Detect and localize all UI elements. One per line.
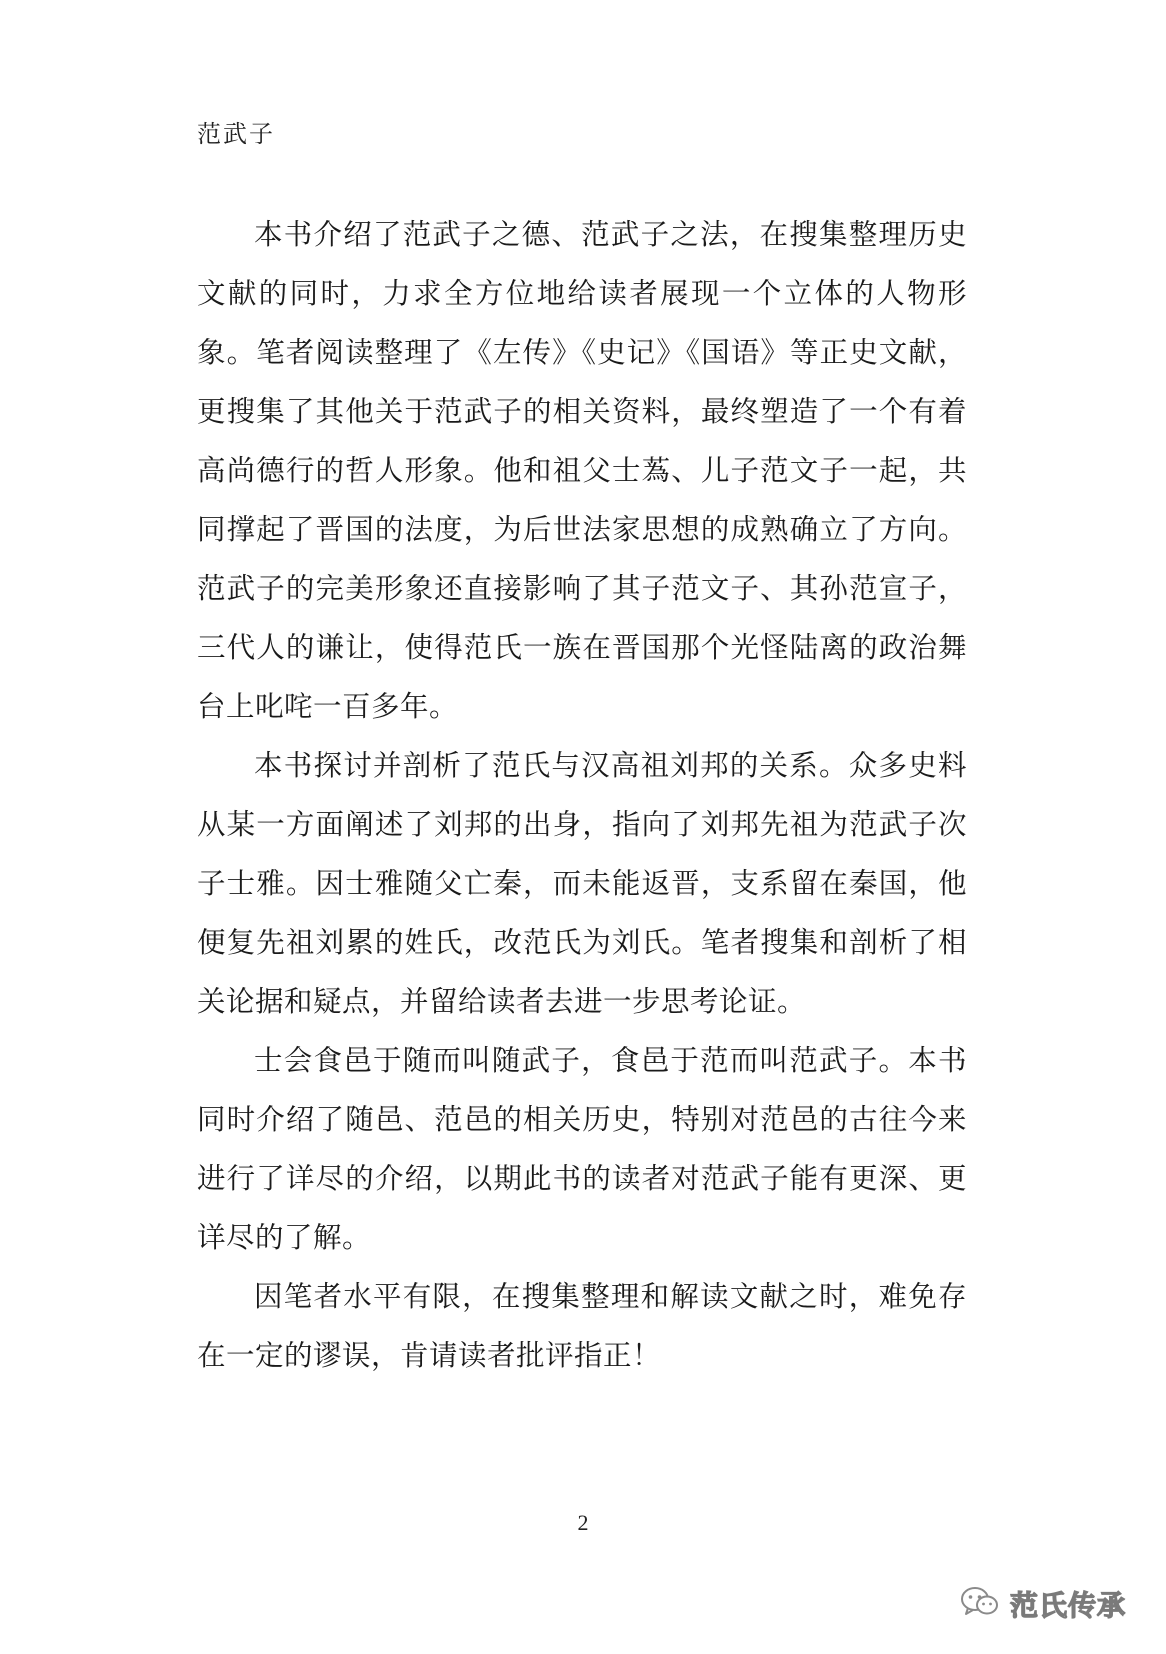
- watermark-text: 范氏传承: [1009, 1589, 1126, 1622]
- paragraph: 士会食邑于随而叫随武子，食邑于范而叫范武子。本书同时介绍了随邑、范邑的相关历史，特别对范邑的古往今来进行了详尽的介绍，以期此书的读者对范武子能有更深、更详尽的了解。: [197, 1044, 967, 1254]
- page-number: 2: [577, 1510, 589, 1535]
- document-body: [197, 205, 967, 1385]
- watermark: [960, 1584, 1126, 1624]
- page-header-title: 范武子: [197, 120, 275, 148]
- wechat-icon: [960, 1585, 1000, 1623]
- paragraph: 本书探讨并剖析了范氏与汉高祖刘邦的关系。众多史料从某一方面阐述了刘邦的出身，指向了刘邦先祖为范武子次子士雅。因士雅随父亡秦，而未能返晋，支系留在秦国，他便复先祖刘累的姓氏，改范氏为刘氏。笔者搜集和剖析了相关论据和疑点，并留给读者去进一步思考论证。: [197, 749, 967, 1018]
- paragraph: 本书介绍了范武子之德、范武子之法，在搜集整理历史文献的同时，力求全方位地给读者展现一个立体的人物形象。笔者阅读整理了《左传》《史记》《国语》等正史文献，更搜集了其他关于范武子的相关资料，最终塑造了一个有着高尚德行的哲人形象。他和祖父士蒍、儿子范文子一起，共同撑起了晋国的法度，为后世法家思想的成熟确立了方向。范武子的完美形象还直接影响了其子范文子、其孙范宣子，三代人的谦让，使得范氏一族在晋国那个光怪陆离的政治舞台上叱咤一百多年。: [197, 218, 967, 723]
- paragraph: 因笔者水平有限，在搜集整理和解读文献之时，难免存在一定的谬误，肯请读者批评指正！: [197, 1280, 967, 1372]
